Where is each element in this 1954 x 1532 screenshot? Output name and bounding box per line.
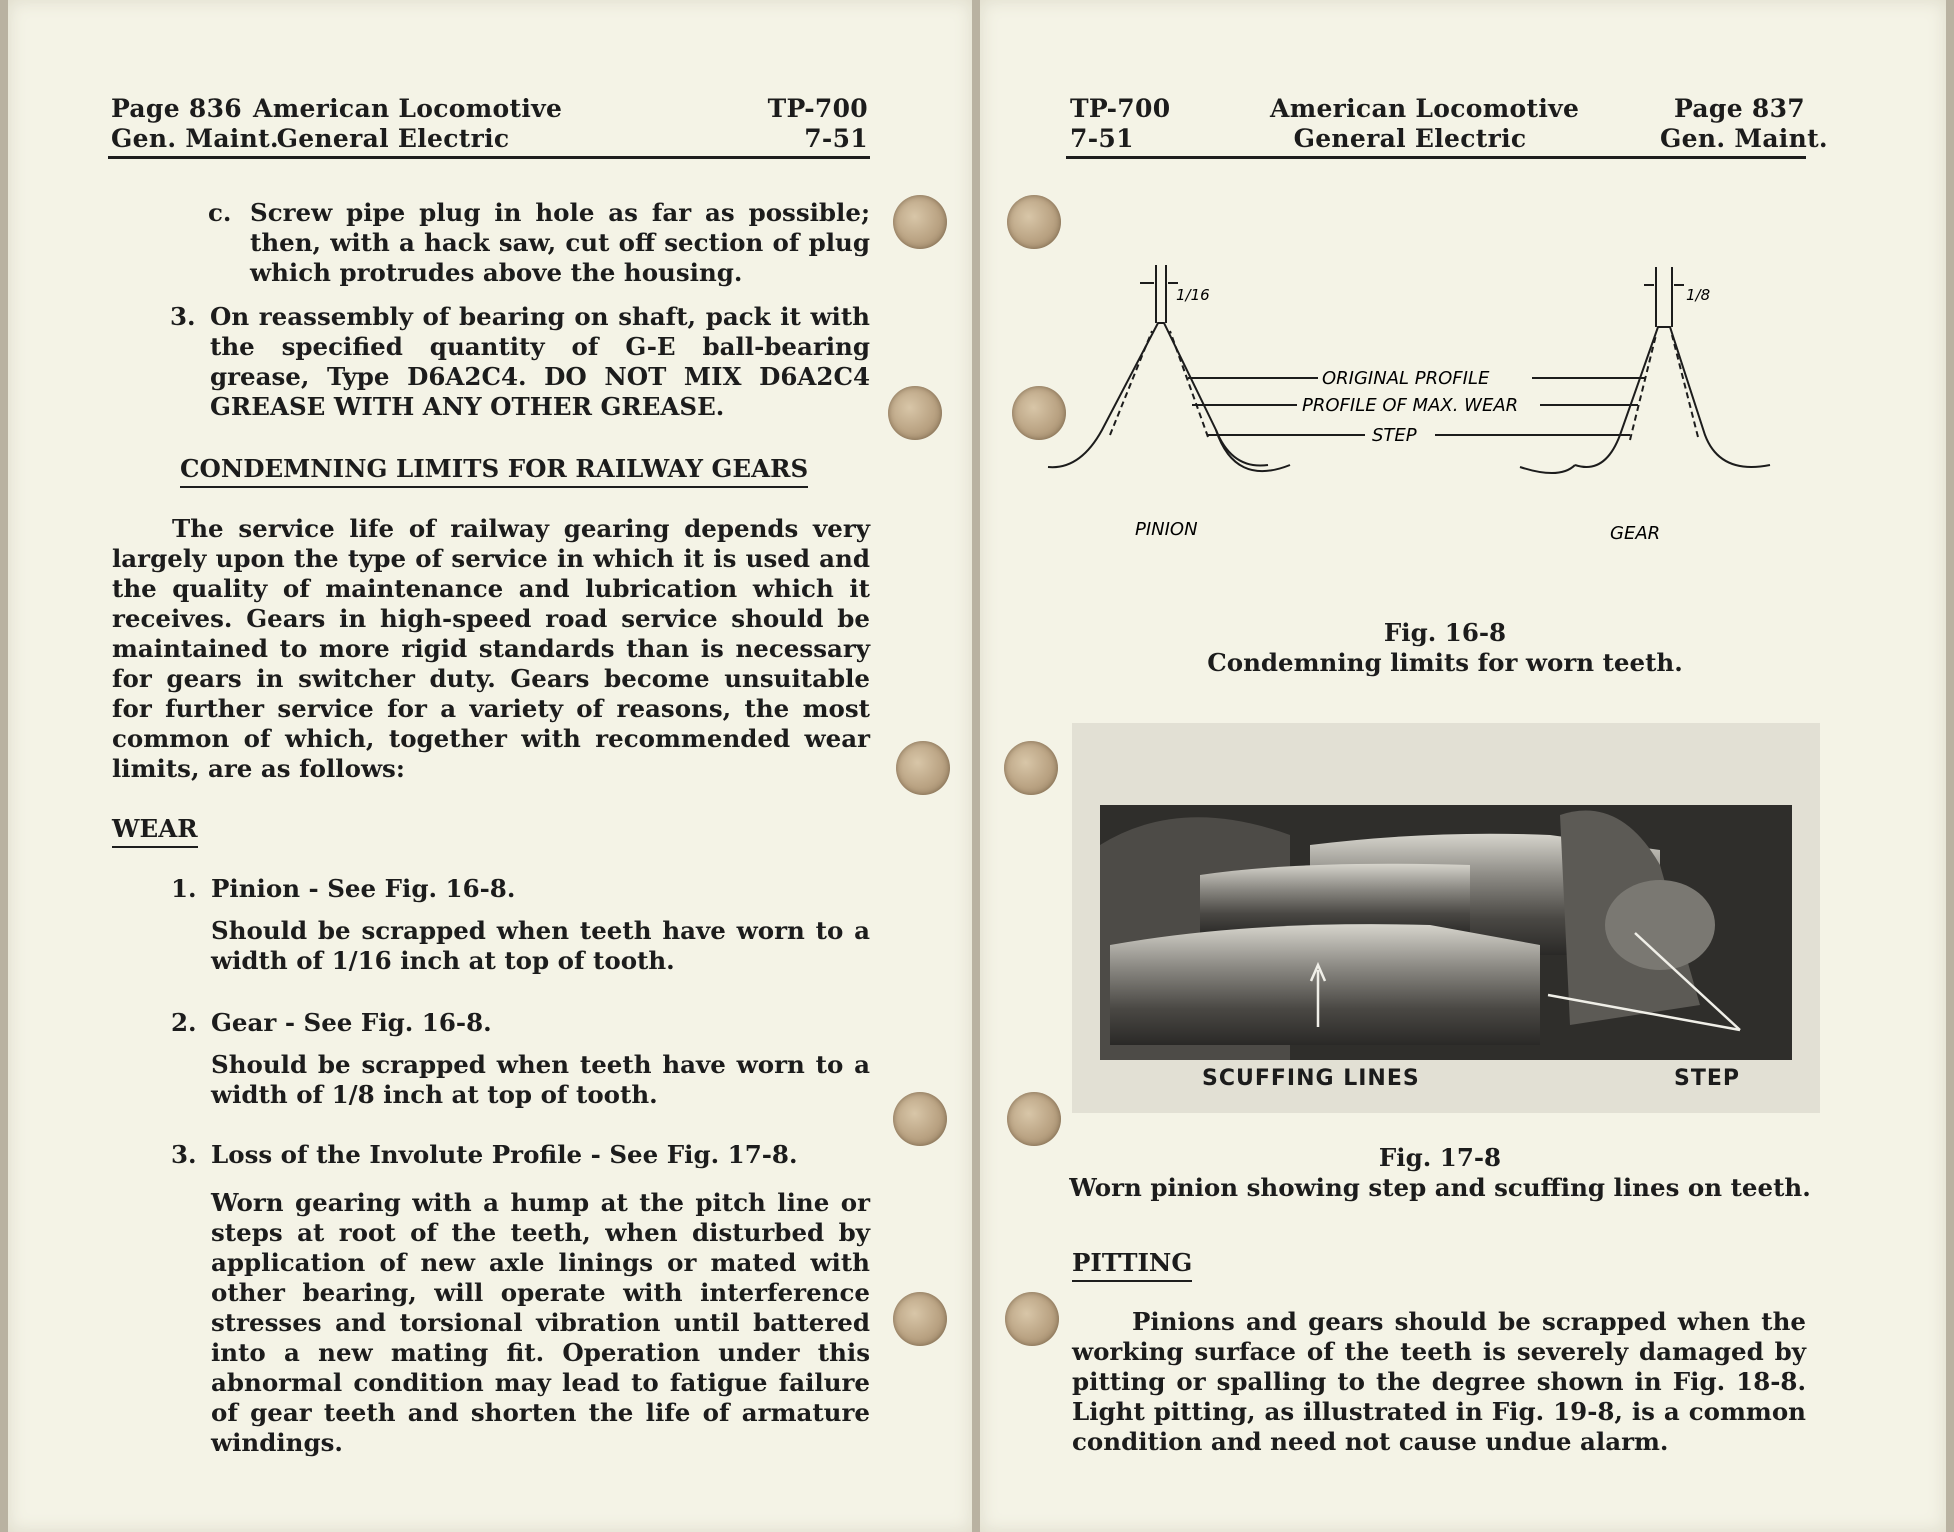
binder-hole	[893, 1092, 947, 1146]
publisher-line2: General Electric	[1293, 124, 1527, 153]
binder-hole	[893, 1292, 947, 1346]
item-c-text: Screw pipe plug in hole as far as possible; then, with a hack saw, cut off section of plug which protrudes above the housing.	[250, 198, 870, 287]
page-number: Page 836	[111, 94, 243, 123]
section-heading: CONDEMNING LIMITS FOR RAILWAY GEARS	[180, 454, 808, 488]
label-step: STEP	[1372, 425, 1417, 446]
label-profile-max-wear: PROFILE OF MAX. WEAR	[1302, 395, 1519, 416]
wear-item-3-title: Loss of the Involute Profile - See Fig. 17-8.	[211, 1140, 798, 1169]
binder-hole	[896, 741, 950, 795]
header-right-block	[1660, 94, 1828, 154]
binder-hole	[888, 386, 942, 440]
fig16-caption-text: Condemning limits for worn teeth.	[1207, 648, 1683, 677]
pinion-original-profile	[1048, 323, 1268, 467]
binder-hole	[1007, 1092, 1061, 1146]
gear-root	[1520, 465, 1575, 473]
gear-tooth-diagram	[1040, 255, 1800, 555]
lower-tooth	[1110, 924, 1540, 1045]
binder-hole	[893, 195, 947, 249]
publisher-line1: American Locomotive	[253, 94, 563, 123]
wear-item-2-title: Gear - See Fig. 16-8.	[211, 1008, 492, 1037]
dim-pinion-label: 1/16	[1176, 286, 1210, 304]
label-original-profile: ORIGINAL PROFILE	[1322, 368, 1490, 389]
label-pinion: PINION	[1135, 519, 1198, 540]
dim-gear-label: 1/8	[1686, 286, 1711, 304]
wear-item-1-body: Should be scrapped when teeth have worn to a width of 1/16 inch at top of tooth.	[211, 916, 870, 975]
middle-tooth	[1200, 864, 1470, 935]
wear-item-3-body: Worn gearing with a hump at the pitch line or steps at root of the teeth, when disturbed by application of new axle linings or mated with other bearing, will operate with interference stresses and torsional vibration until battered into a new mating fit. Operation under this abnormal condition may lead to fatigue failure of gear teeth and shorten the life of armature windings.	[211, 1188, 870, 1457]
wear-item-1-marker: 1.	[171, 874, 197, 903]
label-gear: GEAR	[1610, 523, 1661, 544]
gear-wear-profile	[1630, 335, 1698, 440]
fig17-caption-text: Worn pinion showing step and scuffing lines on teeth.	[1069, 1173, 1811, 1202]
pitting-paragraph: Pinions and gears should be scrapped when the working surface of the teeth is severely damaged by pitting or spalling to the degree shown in Fig. 18-8. Light pitting, as illustrated in Fig. 19-8, is a common condition and need not cause undue alarm.	[1072, 1307, 1806, 1456]
header-center-block	[253, 94, 563, 154]
header-center-block	[1270, 94, 1580, 154]
wear-item-1-title: Pinion - See Fig. 16-8.	[211, 874, 516, 903]
publisher-line2: General Electric	[276, 124, 510, 153]
right-page	[980, 0, 1946, 1532]
section-code: Gen. Maint.	[111, 124, 279, 153]
section-code: Gen. Maint.	[1660, 124, 1828, 153]
gear-original-profile	[1575, 327, 1770, 467]
label-step: STEP	[1674, 1066, 1741, 1091]
header-rule	[108, 156, 870, 159]
wear-heading: WEAR	[112, 814, 198, 848]
item-3-marker: 3.	[170, 302, 196, 331]
doc-number: TP-700	[767, 94, 868, 123]
doc-number: TP-700	[1070, 94, 1171, 123]
worn-pinion-photo	[1100, 805, 1792, 1060]
wear-item-3-marker: 3.	[171, 1140, 197, 1169]
wear-item-2-marker: 2.	[171, 1008, 197, 1037]
left-page	[8, 0, 972, 1532]
publisher-line1: American Locomotive	[1270, 94, 1580, 123]
binder-hole	[1005, 1292, 1059, 1346]
binder-hole	[1012, 386, 1066, 440]
header-rule	[1066, 156, 1806, 159]
page-number: Page 837	[1673, 94, 1805, 123]
wear-item-2-body: Should be scrapped when teeth have worn to a width of 1/8 inch at top of tooth.	[211, 1050, 870, 1109]
fig16-caption-title: Fig. 16-8	[1383, 618, 1507, 647]
fig17-caption-title: Fig. 17-8	[1378, 1143, 1502, 1172]
pitting-heading: PITTING	[1072, 1248, 1192, 1282]
item-c-marker: c.	[208, 198, 232, 227]
intro-paragraph: The service life of railway gearing depends very largely upon the type of service in which it is used and the quality of maintenance and lubrication which it receives. Gears in high-speed road service should be maintained to more rigid standards than is necessary for gears in switcher duty. Gears become unsuitable for further service for a variety of reasons, the most common of which, together with recommended wear limits, are as follows:	[112, 514, 870, 783]
binder-hole	[1007, 195, 1061, 249]
header-left-block	[1070, 94, 1170, 154]
label-scuffing-lines: SCUFFING LINES	[1202, 1066, 1420, 1091]
item-3-text: On reassembly of bearing on shaft, pack it with the specified quantity of G-E ball-bearing grease, Type D6A2C4. DO NOT MIX D6A2C4 GREASE WITH ANY OTHER GREASE.	[210, 302, 870, 421]
doc-date: 7-51	[1070, 124, 1134, 153]
header-right-block	[728, 94, 868, 154]
binder-hole	[1004, 741, 1058, 795]
doc-date: 7-51	[804, 124, 868, 153]
